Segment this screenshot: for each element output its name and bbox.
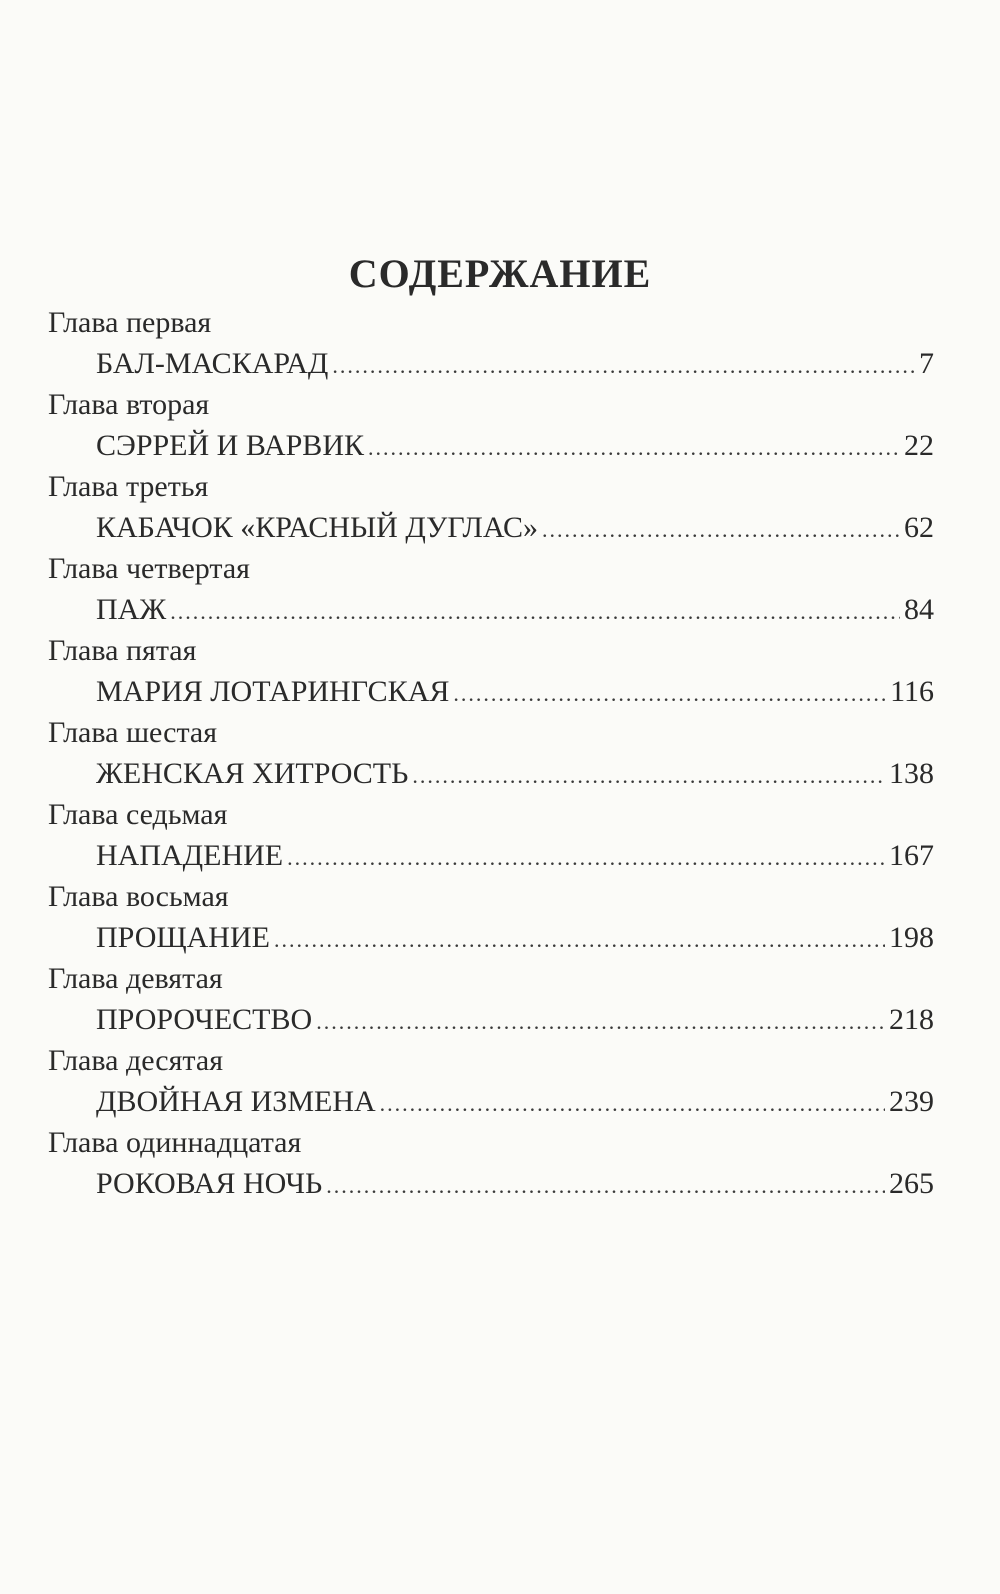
chapter-label: Глава четвертая: [48, 552, 250, 585]
toc-entry: [48, 630, 934, 712]
chapter-label: Глава восьмая: [48, 880, 229, 913]
chapter-title: РОКОВАЯ НОЧЬ: [96, 1167, 323, 1200]
page-number: 265: [889, 1167, 934, 1200]
chapter-title: ПАЖ: [96, 593, 167, 626]
chapter-row: [48, 507, 934, 548]
chapter-row: [48, 671, 934, 712]
toc-title: СОДЕРЖАНИЕ: [348, 251, 652, 296]
chapter-row: [48, 753, 934, 794]
chapter-row: [48, 917, 934, 958]
dot-leader: [316, 1001, 885, 1042]
chapter-row: [48, 425, 934, 466]
chapter-label: Глава седьмая: [48, 798, 228, 831]
dot-leader: [274, 919, 885, 960]
page-number: 198: [889, 921, 934, 954]
chapter-row: [48, 1081, 934, 1122]
toc-list: [48, 302, 934, 1204]
dot-leader: [368, 427, 900, 468]
chapter-row: [48, 835, 934, 876]
dot-leader: [170, 591, 900, 632]
page-number: 62: [904, 511, 934, 544]
chapter-title: НАПАДЕНИЕ: [96, 839, 284, 872]
page-number: 84: [904, 593, 934, 626]
chapter-label: Глава одиннадцатая: [48, 1126, 302, 1159]
toc-entry: [48, 712, 934, 794]
dot-leader: [412, 755, 885, 796]
dot-leader: [453, 673, 886, 714]
dot-leader: [380, 1083, 885, 1124]
chapter-title: СЭРРЕЙ И ВАРВИК: [96, 429, 364, 462]
toc-entry: [48, 466, 934, 548]
chapter-row: [48, 999, 934, 1040]
page-number: 218: [889, 1003, 934, 1036]
dot-leader: [332, 345, 915, 386]
chapter-label: Глава пятая: [48, 634, 197, 667]
chapter-label: Глава десятая: [48, 1044, 223, 1077]
toc-entry: [48, 876, 934, 958]
chapter-label: Глава девятая: [48, 962, 223, 995]
chapter-title: МАРИЯ ЛОТАРИНГСКАЯ: [96, 675, 450, 708]
toc-entry: [48, 958, 934, 1040]
chapter-label: Глава шестая: [48, 716, 218, 749]
dot-leader: [542, 509, 900, 550]
chapter-title: БАЛ-МАСКАРАД: [96, 347, 329, 380]
chapter-title: ПРОРОЧЕСТВО: [96, 1003, 313, 1036]
toc-entry: [48, 302, 934, 384]
toc-entry: [48, 1122, 934, 1204]
chapter-row: [48, 343, 934, 384]
page-number: 138: [889, 757, 934, 790]
chapter-label: Глава первая: [48, 306, 212, 339]
chapter-row: [48, 1163, 934, 1204]
page-number: 167: [889, 839, 934, 872]
page-number: 22: [904, 429, 934, 462]
page-number: 7: [919, 347, 934, 380]
chapter-title: ЖЕНСКАЯ ХИТРОСТЬ: [96, 757, 409, 790]
toc-entry: [48, 548, 934, 630]
toc-entry: [48, 794, 934, 876]
chapter-row: [48, 589, 934, 630]
toc-entry: [48, 384, 934, 466]
page-number: 116: [890, 675, 934, 708]
chapter-title: КАБАЧОК «КРАСНЫЙ ДУГЛАС»: [96, 511, 539, 544]
chapter-label: Глава третья: [48, 470, 209, 503]
dot-leader: [287, 837, 885, 878]
chapter-title: ПРОЩАНИЕ: [96, 921, 270, 954]
chapter-title: ДВОЙНАЯ ИЗМЕНА: [96, 1085, 376, 1118]
dot-leader: [326, 1165, 885, 1206]
page-number: 239: [889, 1085, 934, 1118]
toc-entry: [48, 1040, 934, 1122]
chapter-label: Глава вторая: [48, 388, 210, 421]
